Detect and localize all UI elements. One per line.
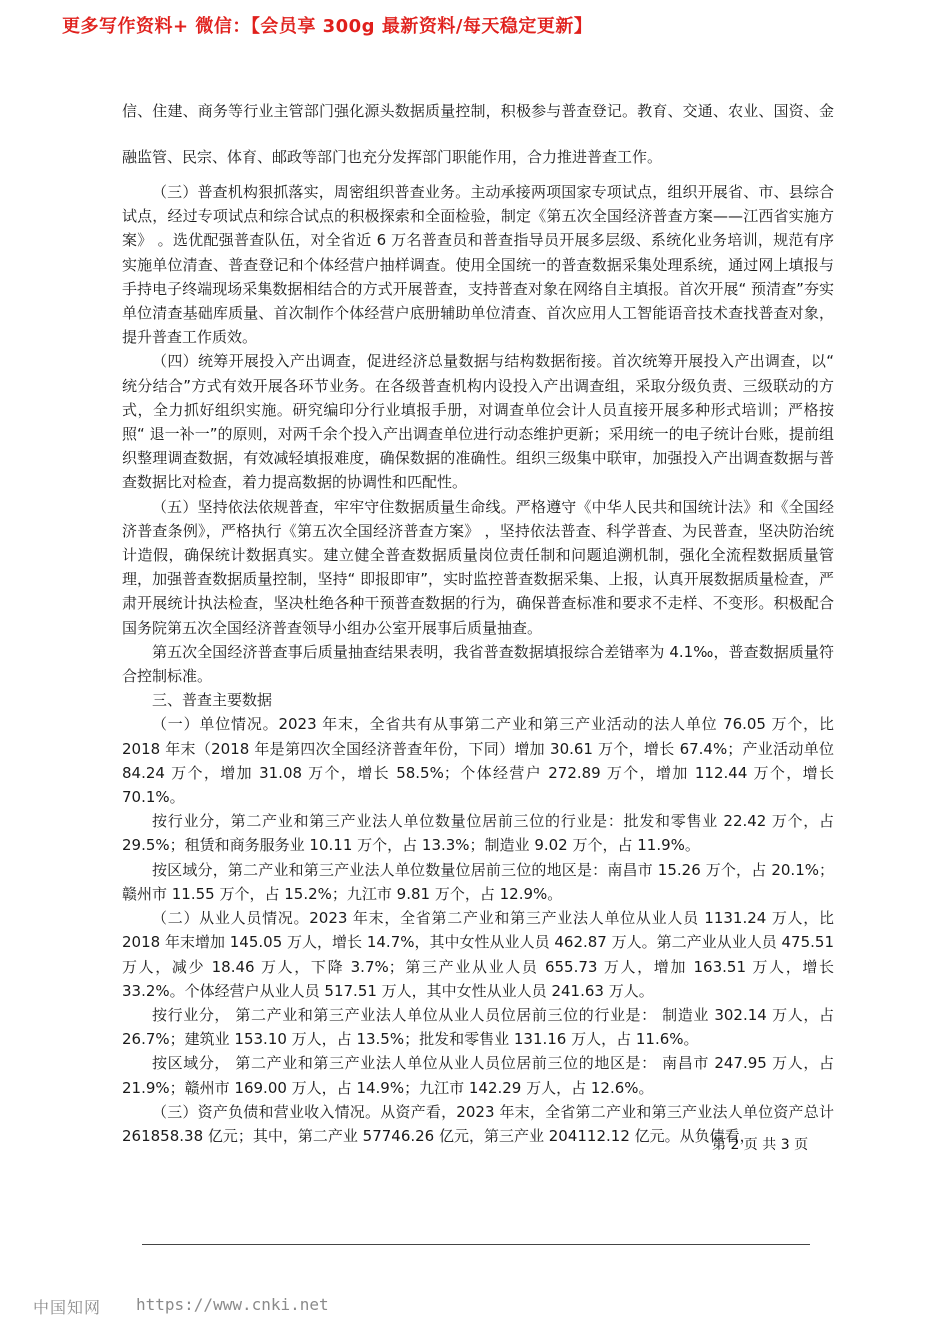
cnki-watermark-url: https://www.cnki.net [136,1295,329,1314]
section-heading: 三、普查主要数据 [152,691,273,710]
paragraph-units-by-industry: 按行业分，第二产业和第三产业法人单位数量位居前三位的行业是：批发和零售业 22.42 万个，占 29.5%；租赁和商务服务业 10.11 万个，占 13.3%；制造业 9.02 万个，占 11.9%。 [122,812,834,855]
promo-banner: 更多写作资料+ 微信：【会员享 300g 最新资料/每天稳定更新】 [62,16,593,37]
paragraph-continuation: 信、住建、商务等行业主管部门强化源头数据质量控制，积极参与普查登记。教育、交通、农业、国资、金融监管、民宗、体育、邮政等部门也充分发挥部门职能作用，合力推进普查工作。 [122,102,834,166]
paragraph-assets: （三）资产负债和营业收入情况。从资产看，2023 年末，全省第二产业和第三产业法人单位资产总计 261858.38 亿元；其中，第二产业 57746.26 亿元，第三产业 204112.12 亿元。从负债看， [122,1102,834,1145]
footer-divider [142,1244,810,1245]
paragraph-employment-by-industry: 按行业分， 第二产业和第三产业法人单位从业人员位居前三位的行业是： 制造业 302.14 万人，占 26.7%；建筑业 153.10 万人，占 13.5%；批发和零售业 131.16 万人，占 11.6%。 [122,1005,834,1049]
paragraph-units-by-region: 按区域分，第二产业和第三产业法人单位数量位居前三位的地区是：南昌市 15.26 万个，占 20.1%；赣州市 11.55 万个，占 15.2%；九江市 9.81 万个，占 12.9%。 [122,860,834,903]
page-number: 第 2 页 共 3 页 [712,1137,809,1153]
paragraph-section-3: （三）普查机构狠抓落实，周密组织普查业务。主动承接两项国家专项试点，组织开展省、市、县综合试点，经过专项试点和综合试点的积极探索和全面检验，制定《第五次全国经济普查方案——江西省实施方案》 。选优配强普查队伍，对全省近 6 万名普查员和普查指导员开展多层级、系统化业务培训，规范有序实施单位清查、普查登记和个体经营户抽样调查。使用全国统一的普查数据采集处理系统，通过网上填报与手持电子终端现场采集数据相结合的方式开展普查，支持普查对象在网络自主填报。首次开展“ 预清查”夯实单位清查基础库质量、首次制作个体经营户底册辅助单位清查、首次应用人工智能语音技术查找普查对象，提升普查工作质效。 [122,183,834,347]
cnki-watermark-brand: 中国知网 [33,1298,102,1317]
paragraph-section-4: （四）统筹开展投入产出调查，促进经济总量数据与结构数据衔接。首次统筹开展投入产出调查，以“ 统分结合”方式有效开展各环节业务。在各级普查机构内设投入产出调查组，采取分级负责、三级联动的方式，全力抓好组织实施。研究编印分行业填报手册，对调查单位会计人员直接开展多种形式培训；严格按照“ 退一补一”的原则，对两千余个投入产出调查单位进行动态维护更新；采用统一的电子统计台账，提前组织整理调查数据，有效减轻填报难度，确保数据的准确性。组织三级集中联审，加强投入产出调查数据与普查数据比对检查，着力提高数据的协调性和匹配性。 [122,352,834,492]
paragraph-quality-result: 第五次全国经济普查事后质量抽查结果表明，我省普查数据填报综合差错率为 4.1‰，普查数据质量符合控制标准。 [122,642,834,686]
paragraph-employment: （二）从业人员情况。2023 年末，全省第二产业和第三产业法人单位从业人员 1131.24 万人，比 2018 年末增加 145.05 万人，增长 14.7%，其中女性从业人员 462.87 万人。第二产业从业人员 475.51 万人，减少 18.46 万人，下降 3.7%；第三产业从业人员 655.73 万人，增加 163.51 万人，增长 33.2%。个体经营户从业人员 517.51 万人，其中女性从业人员 241.63 万人。 [122,909,834,1000]
document-body [122,88,834,1148]
paragraph-units: （一）单位情况。2023 年末，全省共有从事第二产业和第三产业活动的法人单位 76.05 万个，比 2018 年末（2018 年是第四次全国经济普查年份，下同）增加 30.61 万个，增长 67.4%；产业活动单位 84.24 万个，增加 31.08 万个，增长 58.5%；个体经营户 272.89 万个，增加 112.44 万个，增长 70.1%。 [122,715,834,807]
paragraph-employment-by-region: 按区域分， 第二产业和第三产业法人单位从业人员位居前三位的地区是： 南昌市 247.95 万人，占 21.9%；赣州市 169.00 万人，占 14.9%；九江市 142.29 万人，占 12.6%。 [122,1054,834,1097]
paragraph-section-5: （五）坚持依法依规普查，牢牢守住数据质量生命线。严格遵守《中华人民共和国统计法》和《全国经济普查条例》，严格执行《第五次全国经济普查方案》 ，坚持依法普查、科学普查、为民普查，坚决防治统计造假，确保统计数据真实。建立健全普查数据质量岗位责任制和问题追溯机制，强化全流程数据质量管理，加强普查数据质量控制，坚持“ 即报即审”，实时监控普查数据采集、上报，认真开展数据质量检查，严肃开展统计执法检查，坚决杜绝各种干预普查数据的行为，确保普查标准和要求不走样、不变形。积极配合国务院第五次全国经济普查领导小组办公室开展事后质量抽查。 [122,497,834,637]
